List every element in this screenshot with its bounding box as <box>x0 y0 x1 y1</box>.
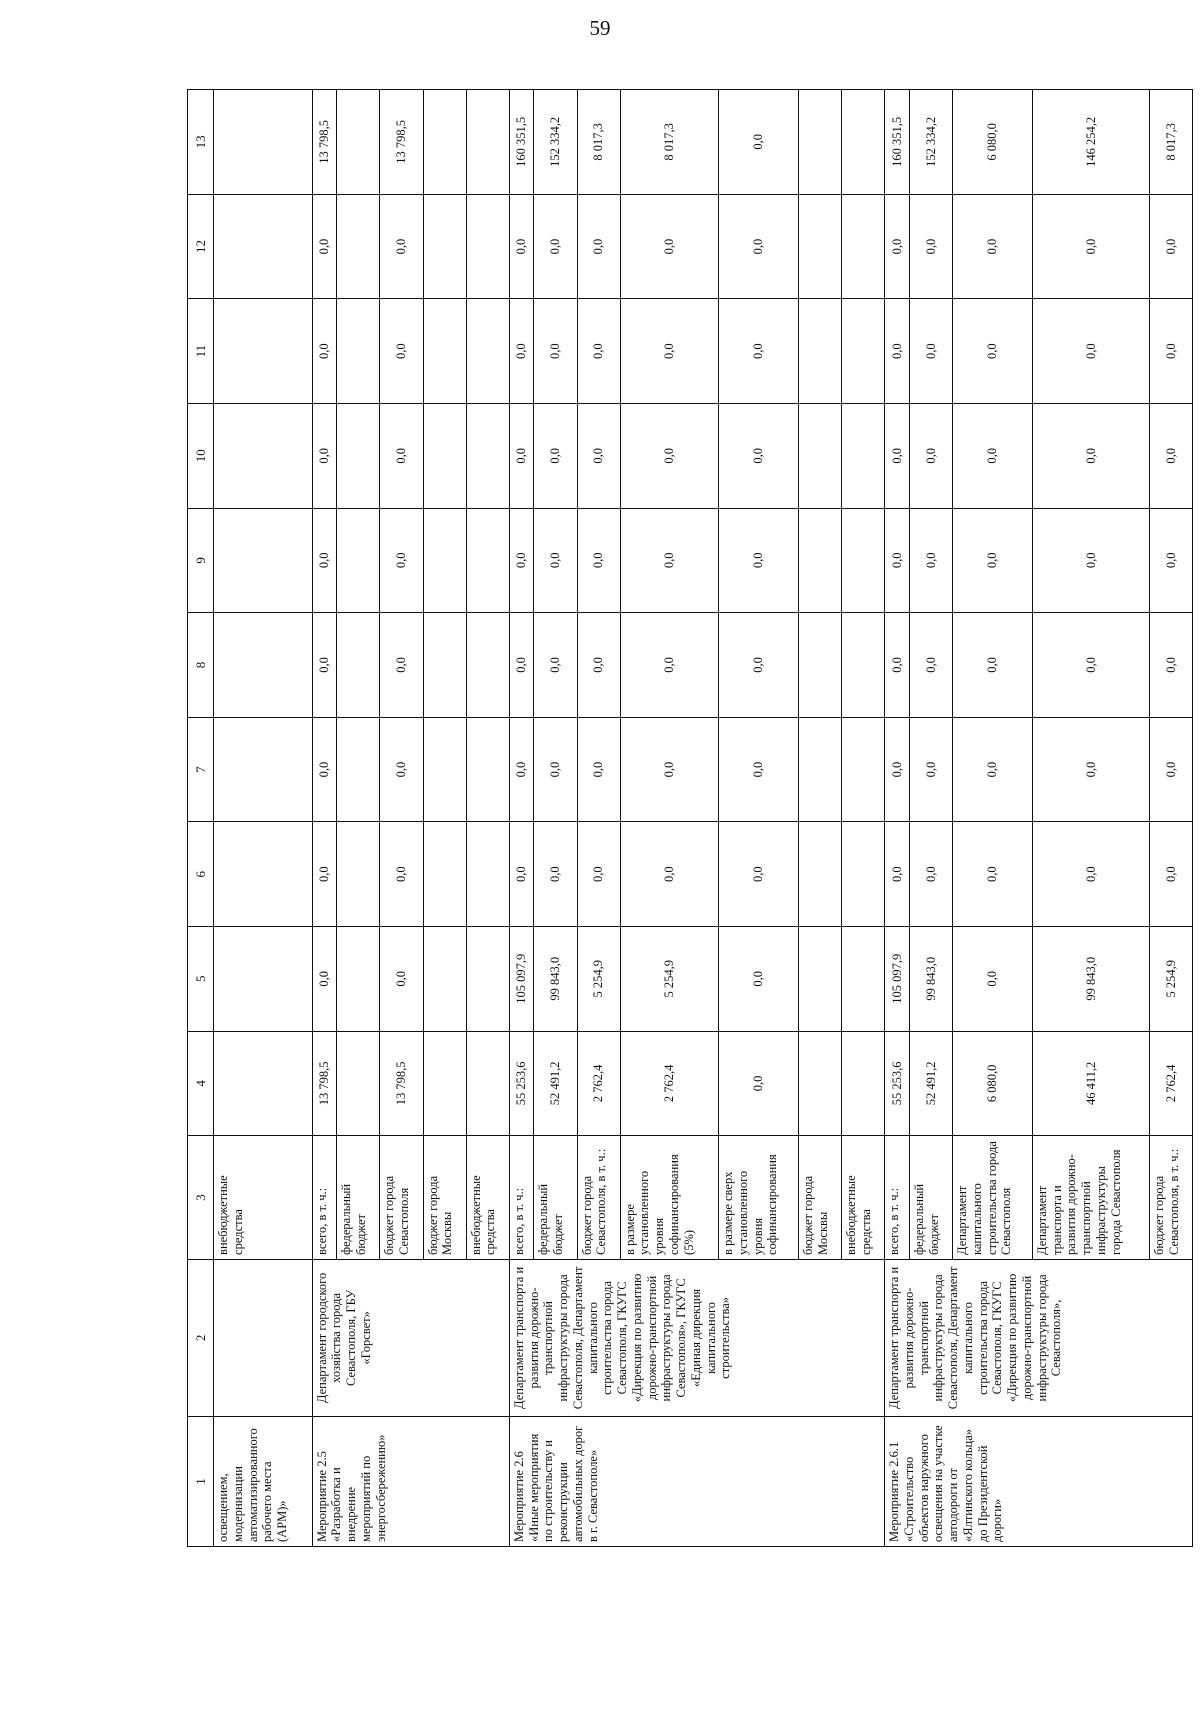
amount-cell: 0,0 <box>534 299 577 404</box>
amount-cell <box>842 926 885 1031</box>
funding-source-cell: Департамент транспорта и развития дорожно-транспортной инфраструктуры города Севастополя <box>1032 1136 1149 1260</box>
funding-source-cell: бюджет города Москвы <box>423 1136 466 1260</box>
amount-cell: 0,0 <box>509 299 534 404</box>
amount-cell <box>842 822 885 927</box>
amount-cell <box>214 1031 312 1136</box>
amount-cell: 13 798,5 <box>380 90 423 195</box>
amount-cell <box>799 822 842 927</box>
amount-cell <box>842 1031 885 1136</box>
table-row <box>509 90 534 1547</box>
amount-cell: 0,0 <box>312 822 337 927</box>
amount-cell <box>466 403 509 508</box>
amount-cell: 0,0 <box>620 822 718 927</box>
amount-cell: 0,0 <box>577 822 620 927</box>
column-number-row <box>188 90 214 1547</box>
amount-cell <box>423 1031 466 1136</box>
amount-cell: 0,0 <box>380 403 423 508</box>
column-number-cell: 5 <box>188 926 214 1031</box>
amount-cell <box>337 717 380 822</box>
amount-cell: 0,0 <box>1032 299 1149 404</box>
amount-cell: 0,0 <box>312 613 337 718</box>
amount-cell: 0,0 <box>620 508 718 613</box>
amount-cell <box>799 926 842 1031</box>
amount-cell: 0,0 <box>312 194 337 299</box>
amount-cell: 0,0 <box>509 403 534 508</box>
table-row <box>312 90 337 1547</box>
amount-cell: 0,0 <box>885 613 910 718</box>
amount-cell: 0,0 <box>534 822 577 927</box>
funding-source-cell: внебюджетные средства <box>214 1136 312 1260</box>
amount-cell: 0,0 <box>953 717 1033 822</box>
amount-cell: 0,0 <box>1149 717 1192 822</box>
amount-cell: 0,0 <box>577 299 620 404</box>
amount-cell: 0,0 <box>312 717 337 822</box>
amount-cell: 0,0 <box>885 194 910 299</box>
column-number-cell: 6 <box>188 822 214 927</box>
amount-cell: 0,0 <box>577 508 620 613</box>
amount-cell <box>799 613 842 718</box>
amount-cell: 99 843,0 <box>534 926 577 1031</box>
amount-cell <box>214 299 312 404</box>
amount-cell: 0,0 <box>909 299 952 404</box>
amount-cell: 0,0 <box>534 717 577 822</box>
column-number-cell: 8 <box>188 613 214 718</box>
amount-cell: 0,0 <box>620 299 718 404</box>
amount-cell: 0,0 <box>719 299 799 404</box>
amount-cell <box>466 90 509 195</box>
amount-cell: 0,0 <box>312 926 337 1031</box>
amount-cell: 0,0 <box>953 508 1033 613</box>
amount-cell: 146 254,2 <box>1032 90 1149 195</box>
amount-cell: 0,0 <box>885 508 910 613</box>
measure-title-cell: освещением, модернизации автоматизированного рабочего места (АРМ)» <box>214 1416 312 1546</box>
amount-cell: 0,0 <box>885 403 910 508</box>
amount-cell: 46 411,2 <box>1032 1031 1149 1136</box>
amount-cell <box>423 403 466 508</box>
amount-cell <box>842 403 885 508</box>
amount-cell: 0,0 <box>909 403 952 508</box>
amount-cell <box>214 822 312 927</box>
amount-cell <box>799 508 842 613</box>
rotated-table-area <box>187 89 1193 1547</box>
amount-cell: 0,0 <box>380 299 423 404</box>
amount-cell: 0,0 <box>953 194 1033 299</box>
amount-cell: 152 334,2 <box>909 90 952 195</box>
amount-cell <box>466 299 509 404</box>
amount-cell <box>337 90 380 195</box>
executor-cell <box>214 1259 312 1416</box>
amount-cell <box>423 194 466 299</box>
amount-cell: 0,0 <box>1032 822 1149 927</box>
amount-cell: 0,0 <box>1149 822 1192 927</box>
column-number-cell: 3 <box>188 1136 214 1260</box>
amount-cell: 0,0 <box>620 403 718 508</box>
amount-cell: 0,0 <box>719 926 799 1031</box>
funding-source-cell: всего, в т. ч.: <box>885 1136 910 1260</box>
funding-source-cell: федеральный бюджет <box>337 1136 380 1260</box>
amount-cell: 0,0 <box>312 403 337 508</box>
measure-title-cell: Мероприятие 2.5 «Разработка и внедрение мероприятий по энергосбережению» <box>312 1416 509 1546</box>
amount-cell: 5 254,9 <box>620 926 718 1031</box>
amount-cell: 0,0 <box>577 403 620 508</box>
amount-cell <box>466 508 509 613</box>
funding-source-cell: внебюджетные средства <box>842 1136 885 1260</box>
amount-cell <box>214 90 312 195</box>
budget-table <box>187 89 1193 1547</box>
amount-cell <box>799 717 842 822</box>
amount-cell: 5 254,9 <box>577 926 620 1031</box>
amount-cell: 0,0 <box>534 508 577 613</box>
amount-cell: 0,0 <box>380 613 423 718</box>
amount-cell <box>466 822 509 927</box>
executor-cell: Департамент городского хозяйства города Севастополя, ГБУ «Горсвет» <box>312 1259 509 1416</box>
amount-cell: 0,0 <box>380 194 423 299</box>
amount-cell: 0,0 <box>1032 403 1149 508</box>
amount-cell: 152 334,2 <box>534 90 577 195</box>
funding-source-cell: федеральный бюджет <box>534 1136 577 1260</box>
amount-cell: 0,0 <box>1149 299 1192 404</box>
amount-cell: 0,0 <box>509 613 534 718</box>
funding-source-cell: бюджет города Москвы <box>799 1136 842 1260</box>
amount-cell <box>423 299 466 404</box>
amount-cell: 0,0 <box>380 926 423 1031</box>
column-number-cell: 1 <box>188 1416 214 1546</box>
amount-cell: 5 254,9 <box>1149 926 1192 1031</box>
column-number-cell: 7 <box>188 717 214 822</box>
amount-cell <box>842 299 885 404</box>
amount-cell: 8 017,3 <box>577 90 620 195</box>
amount-cell: 0,0 <box>719 822 799 927</box>
amount-cell <box>842 90 885 195</box>
funding-source-cell: всего, в т. ч.: <box>509 1136 534 1260</box>
amount-cell: 0,0 <box>719 90 799 195</box>
amount-cell <box>842 613 885 718</box>
funding-source-cell: бюджет города Севастополя, в т. ч.: <box>577 1136 620 1260</box>
measure-title-cell: Мероприятие 2.6.1 «Строительство объектов наружного освещения на участке автодороги от «Ялтинского кольца» до Президентской дороги» <box>885 1416 1193 1546</box>
amount-cell: 0,0 <box>909 717 952 822</box>
amount-cell: 0,0 <box>620 194 718 299</box>
amount-cell: 55 253,6 <box>885 1031 910 1136</box>
amount-cell: 2 762,4 <box>1149 1031 1192 1136</box>
amount-cell: 0,0 <box>1032 717 1149 822</box>
amount-cell: 6 080,0 <box>953 90 1033 195</box>
amount-cell <box>842 194 885 299</box>
amount-cell <box>423 822 466 927</box>
amount-cell: 52 491,2 <box>534 1031 577 1136</box>
amount-cell: 0,0 <box>719 508 799 613</box>
amount-cell: 52 491,2 <box>909 1031 952 1136</box>
column-number-cell: 4 <box>188 1031 214 1136</box>
funding-source-cell: бюджет города Севастополя, в т. ч.: <box>1149 1136 1192 1260</box>
amount-cell: 6 080,0 <box>953 1031 1033 1136</box>
amount-cell: 160 351,5 <box>509 90 534 195</box>
amount-cell: 105 097,9 <box>885 926 910 1031</box>
amount-cell: 0,0 <box>719 403 799 508</box>
amount-cell: 13 798,5 <box>312 90 337 195</box>
amount-cell: 0,0 <box>509 508 534 613</box>
amount-cell <box>214 403 312 508</box>
amount-cell: 0,0 <box>719 717 799 822</box>
amount-cell <box>337 508 380 613</box>
funding-source-cell: в размере установленного уровня софинансирования (5%) <box>620 1136 718 1260</box>
amount-cell: 0,0 <box>1149 508 1192 613</box>
amount-cell: 0,0 <box>577 613 620 718</box>
amount-cell: 0,0 <box>1032 194 1149 299</box>
amount-cell: 0,0 <box>1149 194 1192 299</box>
amount-cell <box>214 613 312 718</box>
amount-cell: 99 843,0 <box>909 926 952 1031</box>
amount-cell <box>423 508 466 613</box>
amount-cell <box>842 717 885 822</box>
amount-cell <box>466 717 509 822</box>
amount-cell: 0,0 <box>909 194 952 299</box>
amount-cell: 13 798,5 <box>380 1031 423 1136</box>
amount-cell: 2 762,4 <box>577 1031 620 1136</box>
amount-cell <box>337 1031 380 1136</box>
column-number-cell: 12 <box>188 194 214 299</box>
table-sheet <box>187 89 1193 1547</box>
amount-cell: 0,0 <box>885 717 910 822</box>
column-number-cell: 10 <box>188 403 214 508</box>
amount-cell: 0,0 <box>885 822 910 927</box>
funding-source-cell: бюджет города Севастополя <box>380 1136 423 1260</box>
amount-cell <box>466 194 509 299</box>
amount-cell: 13 798,5 <box>312 1031 337 1136</box>
measure-title-cell: Мероприятие 2.6 «Иные мероприятия по строительству и реконструкции автомобильных дорог в г. Севастополе» <box>509 1416 884 1546</box>
executor-cell: Департамент транспорта и развития дорожно-транспортной инфраструктуры города Севастополя, Департамент капитального строительства города Севастополя, ГКУГС «Дирекция по развитию дорожно-транспортной инфраструктуры города Севастополя», ГКУГС «Единая дирекция капитального строительства» <box>509 1259 884 1416</box>
amount-cell: 0,0 <box>719 613 799 718</box>
amount-cell: 0,0 <box>909 613 952 718</box>
executor-cell: Департамент транспорта и развития дорожно-транспортной инфраструктуры города Севастополя, Департамент капитального строительства города Севастополя, ГКУГС «Дирекция по развитию дорожно-транспортной инфраструктуры города Севастополя», <box>885 1259 1193 1416</box>
funding-source-cell: федеральный бюджет <box>909 1136 952 1260</box>
amount-cell: 105 097,9 <box>509 926 534 1031</box>
amount-cell: 99 843,0 <box>1032 926 1149 1031</box>
column-number-cell: 9 <box>188 508 214 613</box>
amount-cell <box>799 1031 842 1136</box>
funding-source-cell: всего, в т. ч.: <box>312 1136 337 1260</box>
amount-cell <box>214 926 312 1031</box>
amount-cell: 0,0 <box>577 717 620 822</box>
amount-cell: 0,0 <box>953 822 1033 927</box>
amount-cell <box>214 194 312 299</box>
amount-cell: 0,0 <box>953 613 1033 718</box>
amount-cell: 0,0 <box>380 717 423 822</box>
amount-cell: 0,0 <box>620 717 718 822</box>
amount-cell: 0,0 <box>719 194 799 299</box>
column-number-cell: 2 <box>188 1259 214 1416</box>
amount-cell: 55 253,6 <box>509 1031 534 1136</box>
amount-cell <box>423 717 466 822</box>
amount-cell: 0,0 <box>534 403 577 508</box>
amount-cell: 0,0 <box>885 299 910 404</box>
amount-cell: 0,0 <box>312 508 337 613</box>
amount-cell: 0,0 <box>1149 403 1192 508</box>
amount-cell: 0,0 <box>953 403 1033 508</box>
amount-cell: 0,0 <box>909 508 952 613</box>
amount-cell <box>799 403 842 508</box>
amount-cell <box>423 613 466 718</box>
amount-cell: 160 351,5 <box>885 90 910 195</box>
amount-cell <box>799 90 842 195</box>
amount-cell <box>337 299 380 404</box>
amount-cell <box>466 926 509 1031</box>
page-number: 59 <box>589 16 611 40</box>
table-row <box>885 90 910 1547</box>
amount-cell <box>466 1031 509 1136</box>
amount-cell: 8 017,3 <box>1149 90 1192 195</box>
amount-cell <box>214 717 312 822</box>
amount-cell: 0,0 <box>953 299 1033 404</box>
amount-cell: 0,0 <box>719 1031 799 1136</box>
amount-cell: 0,0 <box>380 508 423 613</box>
amount-cell: 0,0 <box>312 299 337 404</box>
amount-cell: 0,0 <box>1032 508 1149 613</box>
amount-cell: 0,0 <box>909 822 952 927</box>
amount-cell <box>423 926 466 1031</box>
amount-cell: 0,0 <box>1149 613 1192 718</box>
amount-cell: 0,0 <box>953 926 1033 1031</box>
column-number-cell: 13 <box>188 90 214 195</box>
amount-cell <box>337 194 380 299</box>
amount-cell: 0,0 <box>509 822 534 927</box>
funding-source-cell: Департамент капитального строительства города Севастополя <box>953 1136 1033 1260</box>
amount-cell: 0,0 <box>577 194 620 299</box>
amount-cell: 8 017,3 <box>620 90 718 195</box>
funding-source-cell: внебюджетные средства <box>466 1136 509 1260</box>
amount-cell: 0,0 <box>620 613 718 718</box>
amount-cell <box>842 508 885 613</box>
column-number-cell: 11 <box>188 299 214 404</box>
amount-cell <box>337 403 380 508</box>
amount-cell: 0,0 <box>509 194 534 299</box>
funding-source-cell: в размере сверх установленного уровня софинансирования <box>719 1136 799 1260</box>
amount-cell: 2 762,4 <box>620 1031 718 1136</box>
amount-cell <box>337 822 380 927</box>
amount-cell: 0,0 <box>380 822 423 927</box>
amount-cell: 0,0 <box>1032 613 1149 718</box>
amount-cell: 0,0 <box>534 613 577 718</box>
amount-cell: 0,0 <box>509 717 534 822</box>
amount-cell: 0,0 <box>534 194 577 299</box>
amount-cell <box>466 613 509 718</box>
amount-cell <box>423 90 466 195</box>
amount-cell <box>799 299 842 404</box>
amount-cell <box>337 613 380 718</box>
table-row <box>214 90 312 1547</box>
amount-cell <box>799 194 842 299</box>
amount-cell <box>214 508 312 613</box>
amount-cell <box>337 926 380 1031</box>
